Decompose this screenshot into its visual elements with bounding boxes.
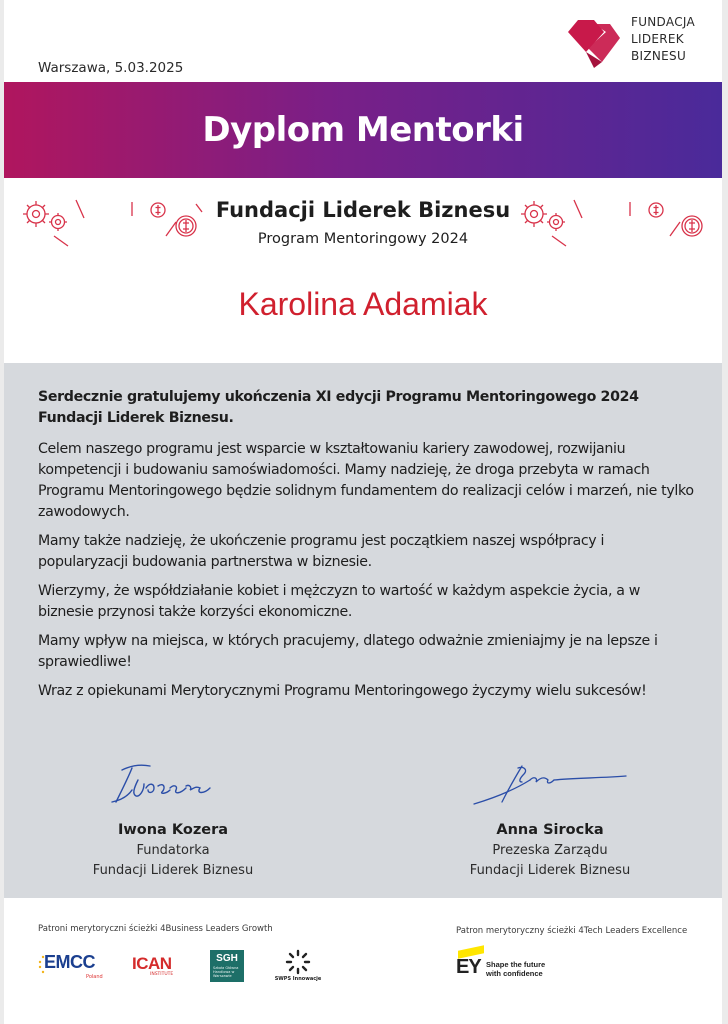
diamond-logo-icon	[560, 18, 622, 68]
signature-block-left	[53, 758, 293, 878]
sgh-logo-text: SGH	[216, 953, 238, 964]
handwritten-signature-right	[470, 758, 630, 808]
sgh-logo	[210, 950, 244, 982]
diploma-title: Dyplom Mentorki	[202, 110, 524, 150]
body-section	[4, 363, 722, 898]
signature-block-right	[430, 758, 670, 878]
ican-logo-subtext: INSTITUTE	[150, 972, 174, 977]
logo-line-2: LIDEREK	[631, 32, 684, 46]
body-paragraph: Wierzymy, że współdziałanie kobiet i mężczyzn to wartość w każdym aspekcie życia, a w biznesie przynosi także korzyści ekonomiczne.	[38, 583, 641, 620]
body-text	[38, 387, 698, 710]
ican-logo-text: ICAN	[132, 954, 172, 973]
recipient-name: Karolina Adamiak	[238, 286, 488, 322]
ey-logo-mark: EY	[456, 956, 481, 978]
signer-name: Anna Sirocka	[496, 822, 604, 838]
logo-line-3: BIZNESU	[631, 49, 687, 63]
ey-tagline-line-1: Shape the future	[486, 960, 546, 969]
signer-organization: Fundacji Liderek Biznesu	[92, 863, 254, 878]
signer-role: Prezeska Zarządu	[492, 843, 608, 858]
sgh-logo-subtext: Szkoła Główna Handlowa w Warszawie	[213, 966, 239, 978]
foundation-logo-text	[631, 14, 695, 65]
signer-name: Iwona Kozera	[117, 822, 229, 838]
ey-tagline	[486, 960, 545, 978]
emcc-logo-text: EMCC	[44, 952, 95, 972]
foundation-logo	[560, 14, 710, 70]
body-paragraph: Celem naszego programu jest wsparcie w kształtowaniu kariery zawodowej, rozwijaniu kompetencji i budowaniu samoświadomości. Mamy nadzieję, że droga przebyta w ramach Programu Mentoringowego będzie solidnym fundamentem do realizacji celów i marzeń, nie tylko zawodowych.	[38, 441, 694, 520]
handwritten-signature-left	[108, 758, 238, 808]
patrons-left-label: Patroni merytoryczni ścieżki 4Business Leaders Growth	[38, 924, 273, 934]
logo-line-1: FUNDACJA	[631, 15, 696, 29]
patrons-footer	[4, 898, 722, 1024]
signer-role: Fundatorka	[136, 843, 210, 858]
program-name: Program Mentoringowy 2024	[257, 231, 469, 247]
place-date: Warszawa, 5.03.2025	[38, 60, 184, 76]
swps-ring-icon	[284, 948, 312, 976]
patrons-right-label: Patron merytoryczny ścieżki 4Tech Leaders Excellence	[456, 926, 688, 936]
ey-tagline-line-2: with confidence	[486, 969, 543, 978]
signer-organization: Fundacji Liderek Biznesu	[469, 863, 631, 878]
emcc-logo-subtext: Poland	[86, 974, 103, 980]
emcc-logo	[38, 950, 112, 982]
diploma-sheet	[4, 0, 722, 1024]
swps-logo	[268, 948, 328, 986]
body-paragraph: Wraz z opiekunami Merytorycznymi Programu Mentoringowego życzymy wielu sukcesów!	[38, 683, 647, 699]
swps-logo-text: SWPS Innowacje	[274, 976, 322, 982]
organization-name: Fundacji Liderek Biznesu	[215, 198, 511, 222]
body-paragraph: Mamy także nadzieję, że ukończenie programu jest początkiem naszej współpracy i popularyzacji budowania partnerstwa w biznesie.	[38, 533, 605, 570]
title-banner	[4, 82, 722, 178]
ican-logo	[132, 954, 188, 978]
ey-logo	[456, 948, 566, 984]
lead-paragraph: Serdecznie gratulujemy ukończenia XI edycji Programu Mentoringowego 2024 Fundacji Liderek Biznesu.	[38, 389, 639, 426]
body-paragraph: Mamy wpływ na miejsca, w których pracujemy, dlatego odważnie zmieniajmy je na lepsze i sprawiedliwe!	[38, 633, 658, 670]
